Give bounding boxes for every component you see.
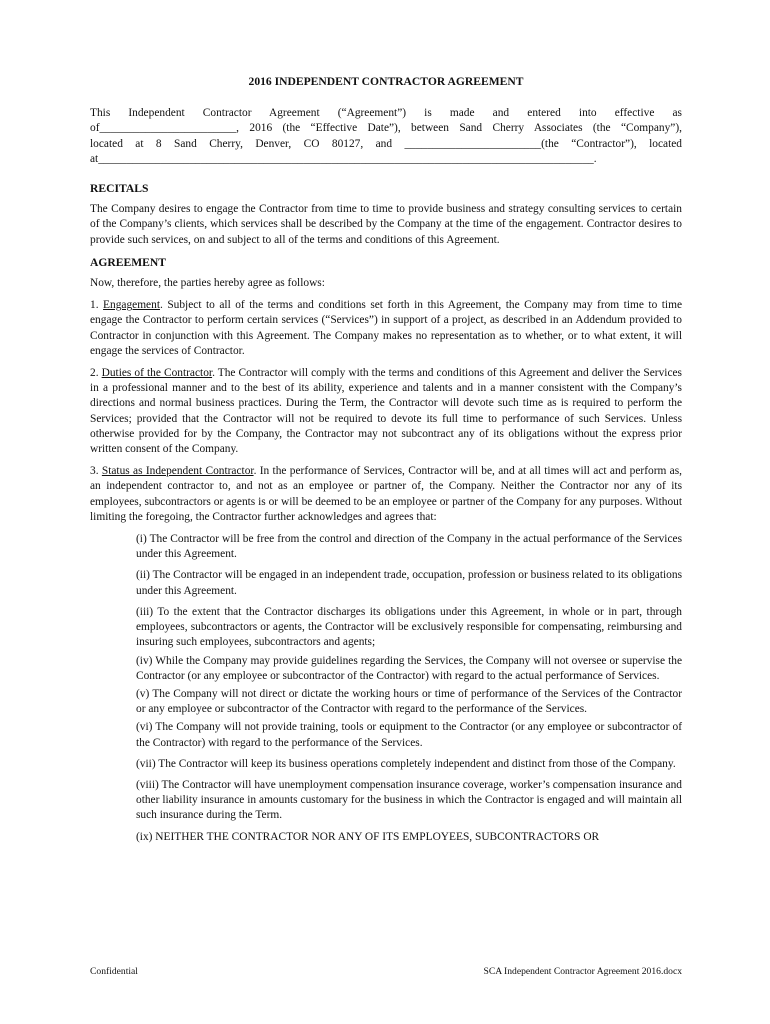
section-duties (90, 366, 682, 457)
section-text: . The Contractor will comply with the terms and conditions of this Agreement and deliver the Services in a professional manner and to the best of its ability, experience and talents and in a manner consistent with the Company’s directions and normal business practices. During the Term, the Contractor will devote such time as is required to perform the Services; provided that the Contractor will not be required to devote its full time to performance of such Services. Unless otherwise provided for by the Company, the Contractor may not subcontract any of its obligations without the express prior written consent of the Company. (90, 367, 682, 456)
section-text: . In the performance of Services, Contractor will be, and at all times will act and perform as, an independent contractor to, and not as an employee or partner of, the Company. Neither the Contractor nor any of its employees, subcontractors or agents is or will be deemed to be an employee or partner of the Company for any purposes. Without limiting the foregoing, the Contractor further acknowledges and agrees that: (90, 465, 683, 523)
agreement-lead: Now, therefore, the parties hereby agree as follows: (90, 277, 325, 290)
intro-line: at_______________________________________________________________________________________. (90, 152, 597, 165)
document-body (90, 72, 682, 851)
section-heading: Duties of the Contractor (101, 367, 213, 380)
agreement-heading: AGREEMENT (90, 255, 167, 269)
subclause: (ix) NEITHER THE CONTRACTOR NOR ANY OF ITS EMPLOYEES, SUBCONTRACTORS OR (136, 830, 600, 843)
subclause: (i) The Contractor will be free from the control and direction of the Company in the actual performance of the Services under this Agreement. (136, 533, 682, 561)
section-text: . Subject to all of the terms and conditions set forth in this Agreement, the Company may from time to time engage the Contractor to perform certain services (“Services”) in support of a project, as described in an Addendum provided to Contractor in conjunction with this Agreement. The Company makes no representation as to whether, or to what extent, it will engage the services of Contractor. (90, 299, 683, 357)
section-heading: Engagement (103, 299, 160, 312)
intro-line: of________________________, 2016 (the “Effective Date”), between Sand Cherry Associates (the “Company”), (90, 122, 682, 135)
subclause: (ii) The Contractor will be engaged in an independent trade, occupation, profession or business related to its obligations under this Agreement. (136, 569, 682, 597)
section-heading: Status as Independent Contractor (101, 465, 254, 478)
section-engagement (90, 298, 682, 359)
document-title: 2016 INDEPENDENT CONTRACTOR AGREEMENT (248, 75, 524, 88)
section-number: 3. (90, 465, 102, 478)
intro-line: This Independent Contractor Agreement (“Agreement”) is made and entered into effective as (90, 107, 682, 120)
subclause: (iv) While the Company may provide guidelines regarding the Services, the Company will not oversee or supervise the Contractor (or any employee or subcontractor of the Contractor) with regard to the actual performance of Services. (136, 654, 682, 682)
footer-confidential: Confidential (90, 966, 138, 977)
subclause: (viii) The Contractor will have unemployment compensation insurance coverage, worker’s compensation insurance and other liability insurance in amounts customary for the business in which the Contractor is engaged and will maintain all such insurance during the Term. (136, 778, 682, 822)
section-status (90, 464, 682, 525)
intro-line: located at 8 Sand Cherry, Denver, CO 80127, and ________________________(the “Contractor”), located (90, 137, 682, 150)
subclause: (vii) The Contractor will keep its business operations completely independent and distinct from those of the Company. (136, 757, 676, 770)
subclause: (v) The Company will not direct or dictate the working hours or time of performance of the Services of the Contractor or any employee or subcontractor of the Contractor with regard to the performance of the Services. (136, 687, 682, 716)
subclause: (iii) To the extent that the Contractor discharges its obligations under this Agreement, in whole or in part, through employees, subcontractors or agents, the Contractor will be exclusively responsible for compensating, reimbursing and insuring such employees, subcontractors and agents; (136, 605, 682, 649)
recitals-heading: RECITALS (90, 182, 149, 196)
subclause: (vi) The Company will not provide training, tools or equipment to the Contractor (or any employee or subcontractor of the Contractor) with regard to the performance of the Services. (136, 721, 682, 749)
recitals-paragraph: The Company desires to engage the Contractor from time to time to provide business and strategy consulting services to certain of the Company’s clients, which services shall be described by the Company at the time of the engagement. Contractor desires to provide such services, on and subject to all of the terms and conditions of this Agreement. (90, 203, 682, 246)
section-number: 2. (90, 367, 102, 380)
footer-filename: SCA Independent Contractor Agreement 2016.docx (483, 966, 682, 977)
section-number: 1. (90, 299, 104, 312)
intro-paragraph (90, 106, 682, 167)
